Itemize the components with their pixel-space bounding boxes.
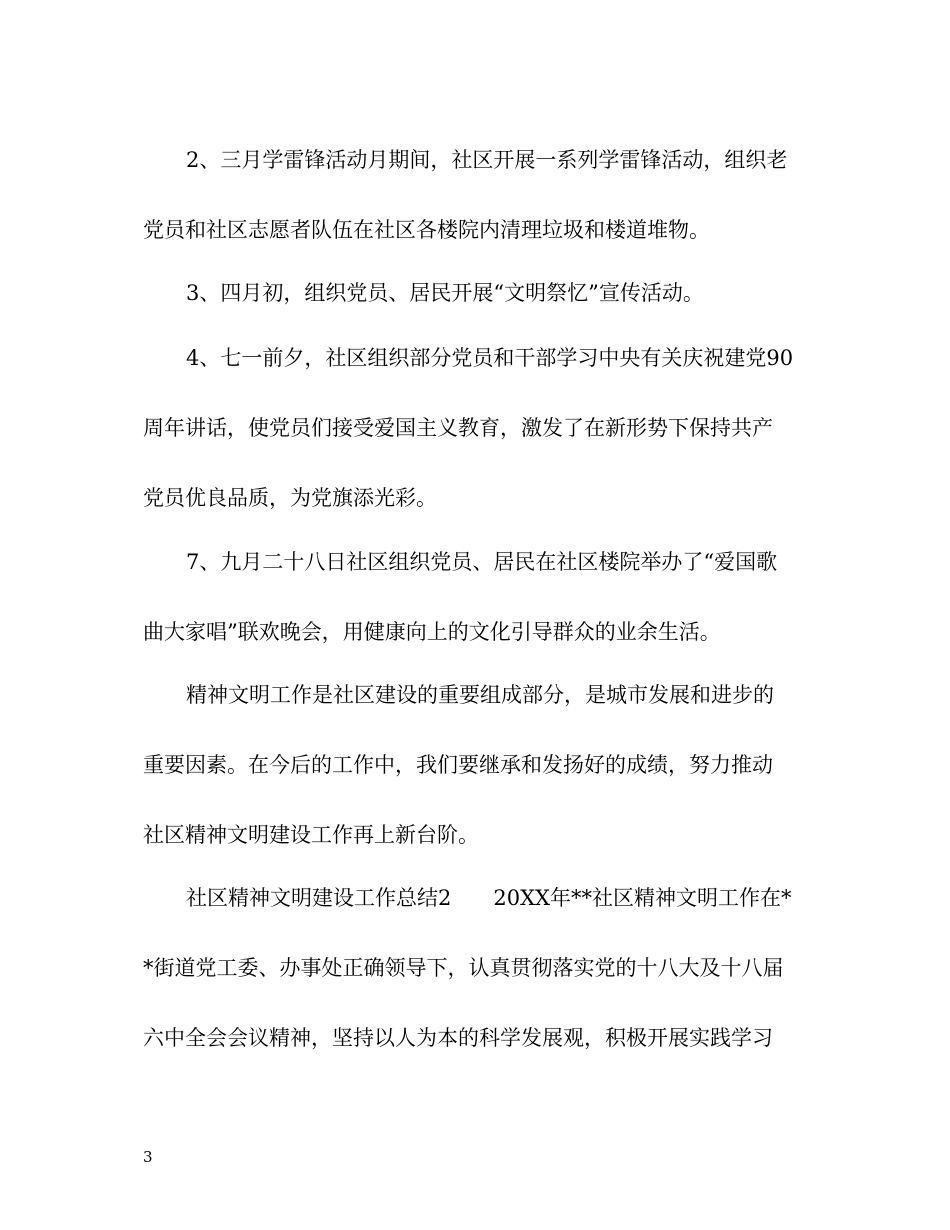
paragraph-line: 重要因素。在今后的工作中，我们要继承和发扬好的成绩，努力推动	[143, 753, 773, 777]
paragraph-line: 党员和社区志愿者队伍在社区各楼院内清理垃圾和楼道堆物。	[143, 218, 710, 242]
page-number: 3	[143, 1148, 153, 1166]
paragraph-line: 党员优良品质，为党旗添光彩。	[143, 486, 437, 510]
paragraph-line: 7、九月二十八日社区组织党员、居民在社区楼院举办了“爱国歌	[186, 550, 778, 574]
paragraph-line: 社区精神文明建设工作总结2 20XX年**社区精神文明工作在*	[186, 886, 792, 910]
paragraph-line: 社区精神文明建设工作再上新台阶。	[143, 823, 479, 847]
paragraph-line: 周年讲话，使党员们接受爱国主义教育，激发了在新形势下保持共产	[143, 416, 773, 440]
paragraph-line: 2、三月学雷锋活动月期间，社区开展一系列学雷锋活动，组织老	[186, 148, 788, 172]
paragraph-line: 精神文明工作是社区建设的重要组成部分，是城市发展和进步的	[186, 683, 774, 707]
paragraph-line: 4、七一前夕，社区组织部分党员和干部学习中央有关庆祝建党90	[186, 346, 794, 370]
paragraph-line: 曲大家唱”联欢晚会，用健康向上的文化引导群众的业余生活。	[143, 620, 721, 644]
paragraph-line: 3、四月初，组织党员、居民开展“文明祭忆”宣传活动。	[186, 281, 704, 305]
paragraph-line: 六中全会会议精神，坚持以人为本的科学发展观，积极开展实践学习	[143, 1026, 773, 1050]
paragraph-line: *街道党工委、办事处正确领导下，认真贯彻落实党的十八大及十八届	[143, 956, 784, 980]
